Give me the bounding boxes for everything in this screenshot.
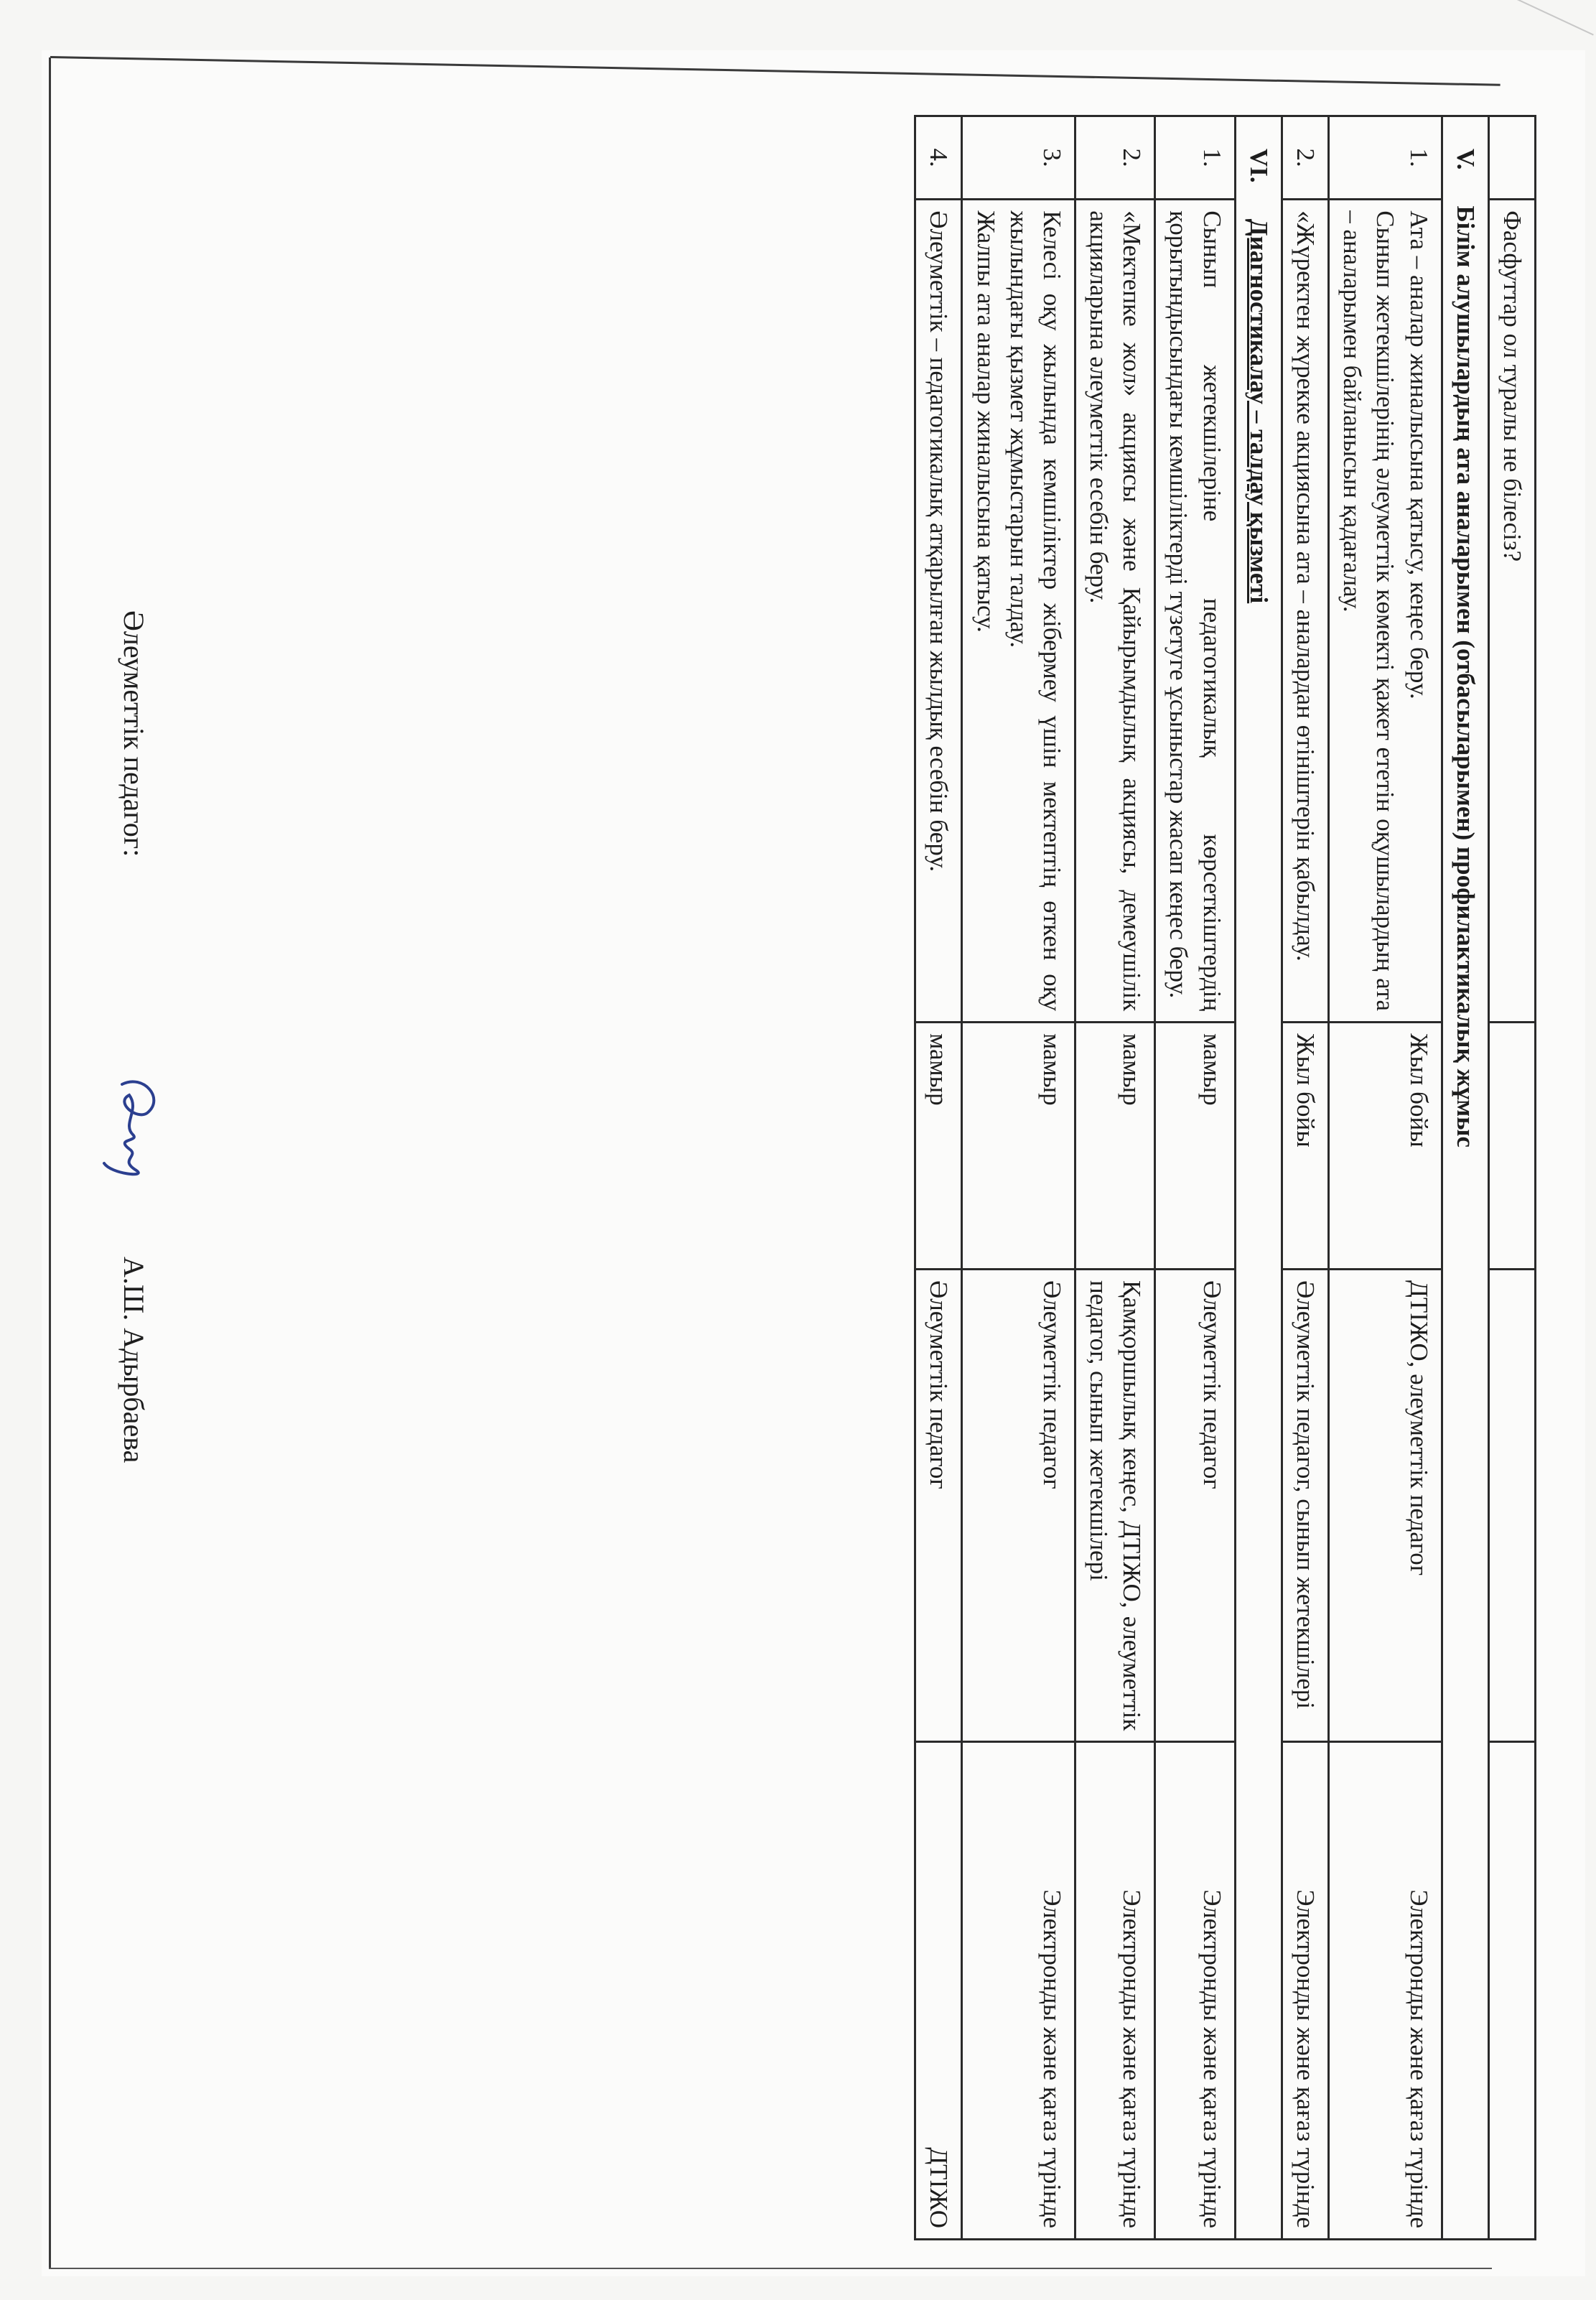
form-cell: Электронды және қағаз түрінде (1075, 1742, 1154, 2240)
signatory-name: А.Ш. Адырбаева (118, 1257, 150, 1463)
form-cell: Электронды және қағаз түрінде (1329, 1742, 1442, 2240)
row-number: 2. (1282, 116, 1328, 200)
row-number (1488, 116, 1535, 200)
form-cell: ДТІЖО (915, 1742, 962, 2240)
term-cell: мамыр (1075, 1023, 1154, 1270)
activity-cell (962, 200, 1075, 1023)
form-cell: Электронды және қағаз түрінде (1155, 1742, 1235, 2240)
row-number: 3. (962, 116, 1075, 200)
activity-line: Ата – аналар жиналысына қатысу, кеңес беру. (1404, 210, 1433, 699)
table-row (915, 116, 962, 2240)
responsible-cell: ДТІЖО, әлеуметтік педагог (1329, 1270, 1442, 1742)
rotated-document (72, 115, 1536, 2240)
term-cell: мамыр (915, 1023, 962, 1270)
row-number: 2. (1075, 116, 1154, 200)
page-border-bottom (49, 2268, 1492, 2269)
form-cell (1488, 1742, 1535, 2240)
table-row (1282, 116, 1328, 2240)
term-cell: мамыр (962, 1023, 1075, 1270)
row-number: 1. (1155, 116, 1235, 200)
activity-cell: «Жүректен жүрекке акциясына ата – аналардан өтініштерін қабылдау. (1282, 200, 1328, 1023)
responsible-cell: Қамқоршылық кеңес, ДТІЖО, әлеуметтік педагог, сынып жетекшілері (1075, 1270, 1154, 1742)
activity-cell (1329, 200, 1442, 1023)
term-cell: Жыл бойы (1329, 1023, 1442, 1270)
section-heading (1235, 116, 1282, 2240)
section-header-row (1442, 116, 1488, 2240)
form-cell: Электронды және қағаз түрінде (962, 1742, 1075, 2240)
table-row (1155, 116, 1235, 2240)
term-cell: Жыл бойы (1282, 1023, 1328, 1270)
responsible-cell: Әлеуметтік педагог (915, 1270, 962, 1742)
activity-cell: Фасфуттар ол туралы не білесіз? (1488, 200, 1535, 1023)
activity-line: Жалпы ата аналар жиналысына қатысу. (971, 210, 1000, 633)
table-row (1075, 116, 1154, 2240)
plan-table (914, 115, 1536, 2240)
table-row (1488, 116, 1535, 2240)
table-row (1329, 116, 1442, 2240)
term-cell (1488, 1023, 1535, 1270)
signature-block (86, 610, 172, 1831)
responsible-cell: Әлеуметтік педагог, сынып жетекшілері (1282, 1270, 1328, 1742)
form-cell: Электронды және қағаз түрінде (1282, 1742, 1328, 2240)
section-title: Білім алушылардың ата аналарымен (отбасыларымен) профилактикалық жұмыс (1451, 205, 1480, 1148)
section-heading (1442, 116, 1488, 2240)
activity-line: Сынып жетекшілерінің әлеуметтік көмекті қажет ететін оқушылардың ата – аналарымен байланысын қадағалау. (1338, 210, 1400, 1012)
signature-label: Әлеуметтік педагог: (118, 610, 150, 857)
table-row (962, 116, 1075, 2240)
section-title: Диагностикалау – талдау қызметі (1244, 218, 1273, 604)
page-border-left (49, 57, 51, 2269)
section-number: V. (1451, 149, 1480, 170)
activity-cell: «Мектепке жол» акциясы және Қайырымдылық акциясы, демеушілік акцияларына әлеуметтік есебін беру. (1075, 200, 1154, 1023)
section-header-row (1235, 116, 1282, 2240)
responsible-cell (1488, 1270, 1535, 1742)
activity-cell: Сынып жетекшілеріне педагогикалық көрсеткіштердің қорытындысындағы кемшіліктерді түзетуге ұсыныстар жасап кеңес беру. (1155, 200, 1235, 1023)
row-number: 4. (915, 116, 962, 200)
handwritten-signature (93, 1070, 172, 1185)
row-number: 1. (1329, 116, 1442, 200)
activity-cell: Әлеуметтік – педагогикалық атқарылған жылдық есебін беру. (915, 200, 962, 1023)
responsible-cell: Әлеуметтік педагог (1155, 1270, 1235, 1742)
term-cell: мамыр (1155, 1023, 1235, 1270)
section-number: VI. (1244, 149, 1273, 183)
responsible-cell: Әлеуметтік педагог (962, 1270, 1075, 1742)
activity-line: Келесі оқу жылында кемшіліктер жібермеу үшін мектептің өткен оқу жылындағы қызмет жұмыстарын талдау. (1004, 210, 1066, 1012)
